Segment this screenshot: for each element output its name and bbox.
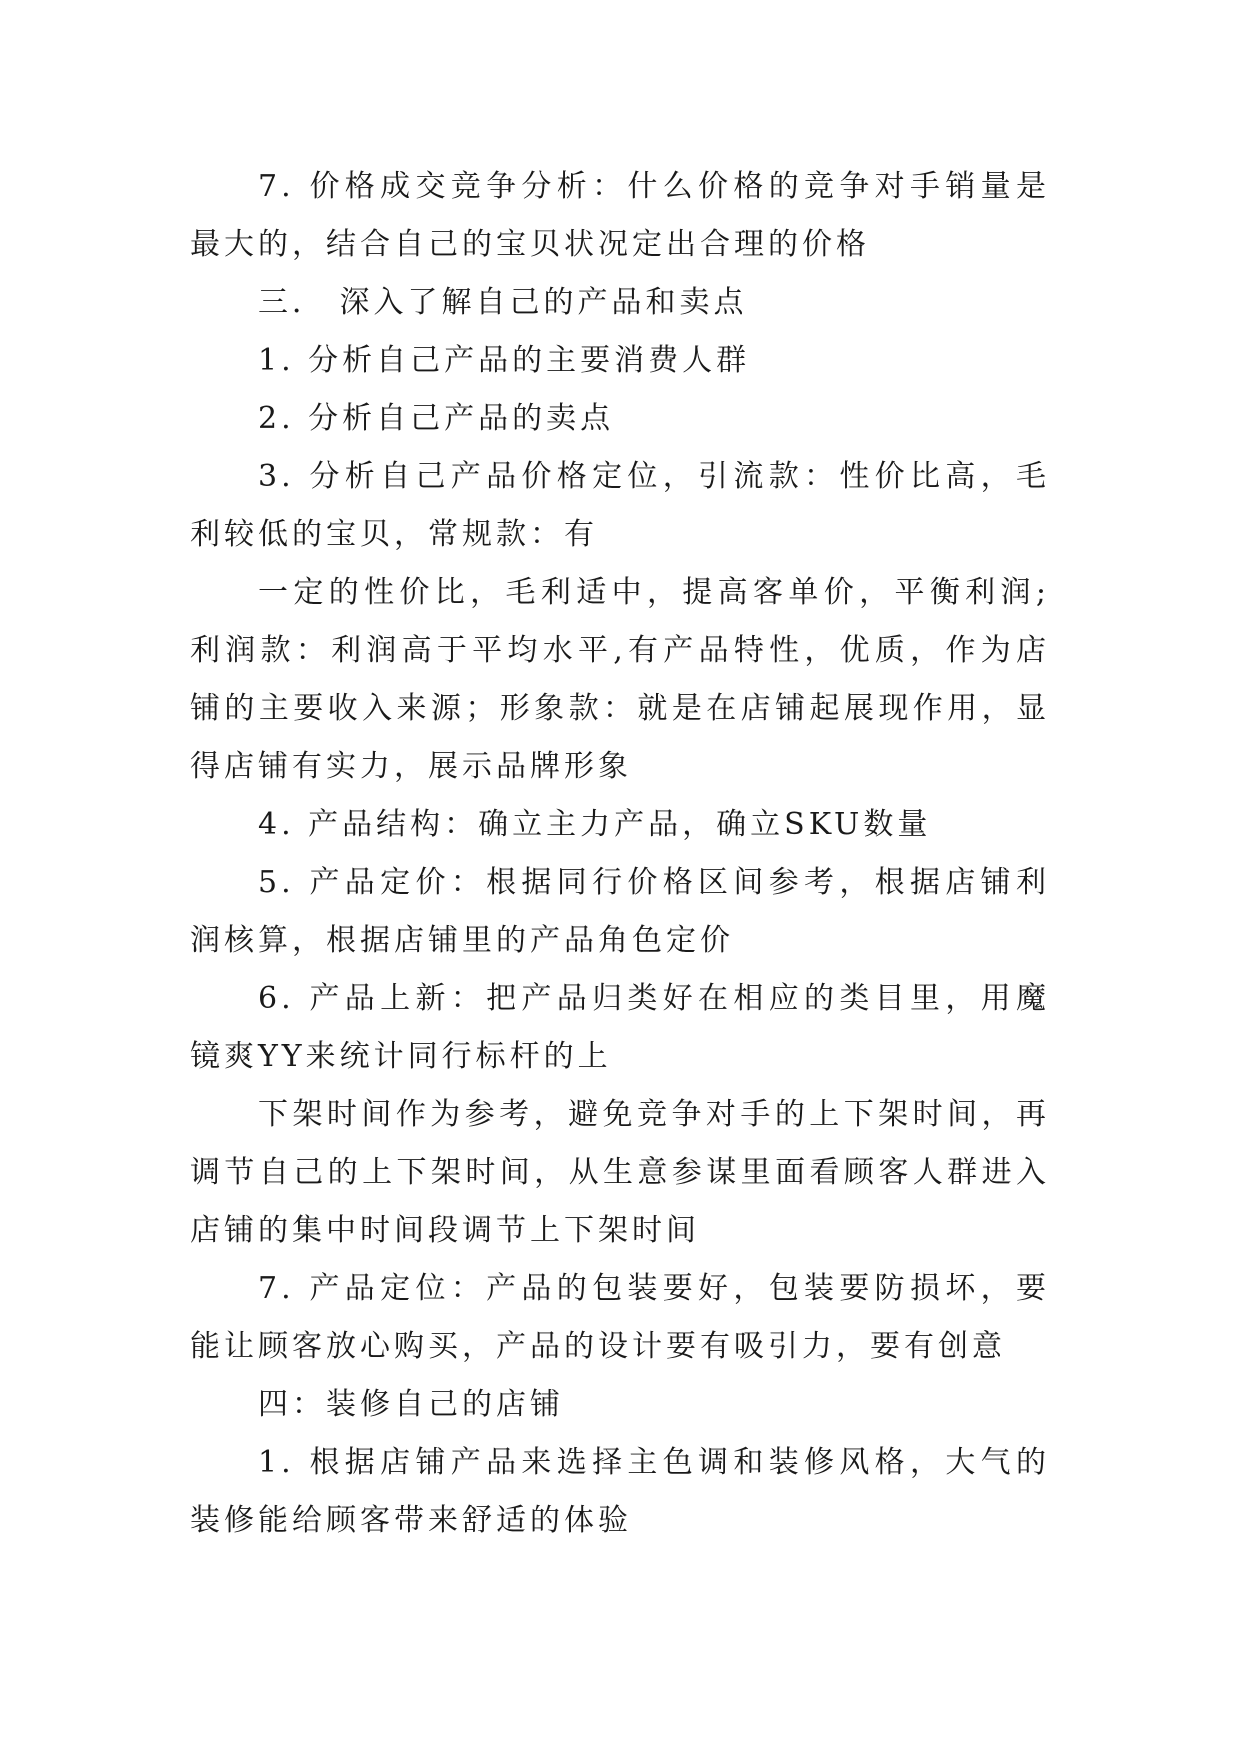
paragraph-new-products: 6. 产品上新：把产品归类好在相应的类目里，用魔镜爽YY来统计同行标杆的上 [190,981,1050,1074]
paragraph-product-pricing: 5. 产品定价：根据同行价格区间参考，根据店铺利润核算，根据店铺里的产品角色定价 [190,865,1050,958]
section-heading-products: 三． 深入了解自己的产品和卖点 [258,285,748,320]
paragraph-selling-points: 2. 分析自己产品的卖点 [258,401,615,436]
paragraph-store-style: 1. 根据店铺产品来选择主色调和装修风格，大气的装修能给顾客带来舒适的体验 [190,1445,1050,1538]
paragraph-price-positioning: 3. 分析自己产品价格定位，引流款：性价比高，毛利较低的宝贝，常规款：有 [190,459,1050,552]
paragraph-product-positioning: 7. 产品定位：产品的包装要好，包装要防损坏，要能让顾客放心购买，产品的设计要有吸引力，要有创意 [190,1271,1050,1364]
paragraph-product-structure: 4. 产品结构：确立主力产品，确立SKU数量 [258,807,932,842]
section-heading-store-decoration: 四：装修自己的店铺 [258,1387,564,1422]
document-body [190,158,1050,1550]
paragraph-price-competition: 7. 价格成交竞争分析：什么价格的竞争对手销量是最大的，结合自己的宝贝状况定出合理的价格 [190,169,1050,262]
paragraph-new-products-cont: 下架时间作为参考，避免竞争对手的上下架时间，再调节自己的上下架时间，从生意参谋里面看顾客人群进入店铺的集中时间段调节上下架时间 [190,1097,1050,1248]
paragraph-consumer-groups: 1. 分析自己产品的主要消费人群 [258,343,751,378]
paragraph-price-positioning-cont: 一定的性价比，毛利适中，提高客单价，平衡利润;利润款：利润高于平均水平,有产品特性，优质，作为店铺的主要收入来源；形象款：就是在店铺起展现作用，显得店铺有实力，展示品牌形象 [190,575,1050,784]
